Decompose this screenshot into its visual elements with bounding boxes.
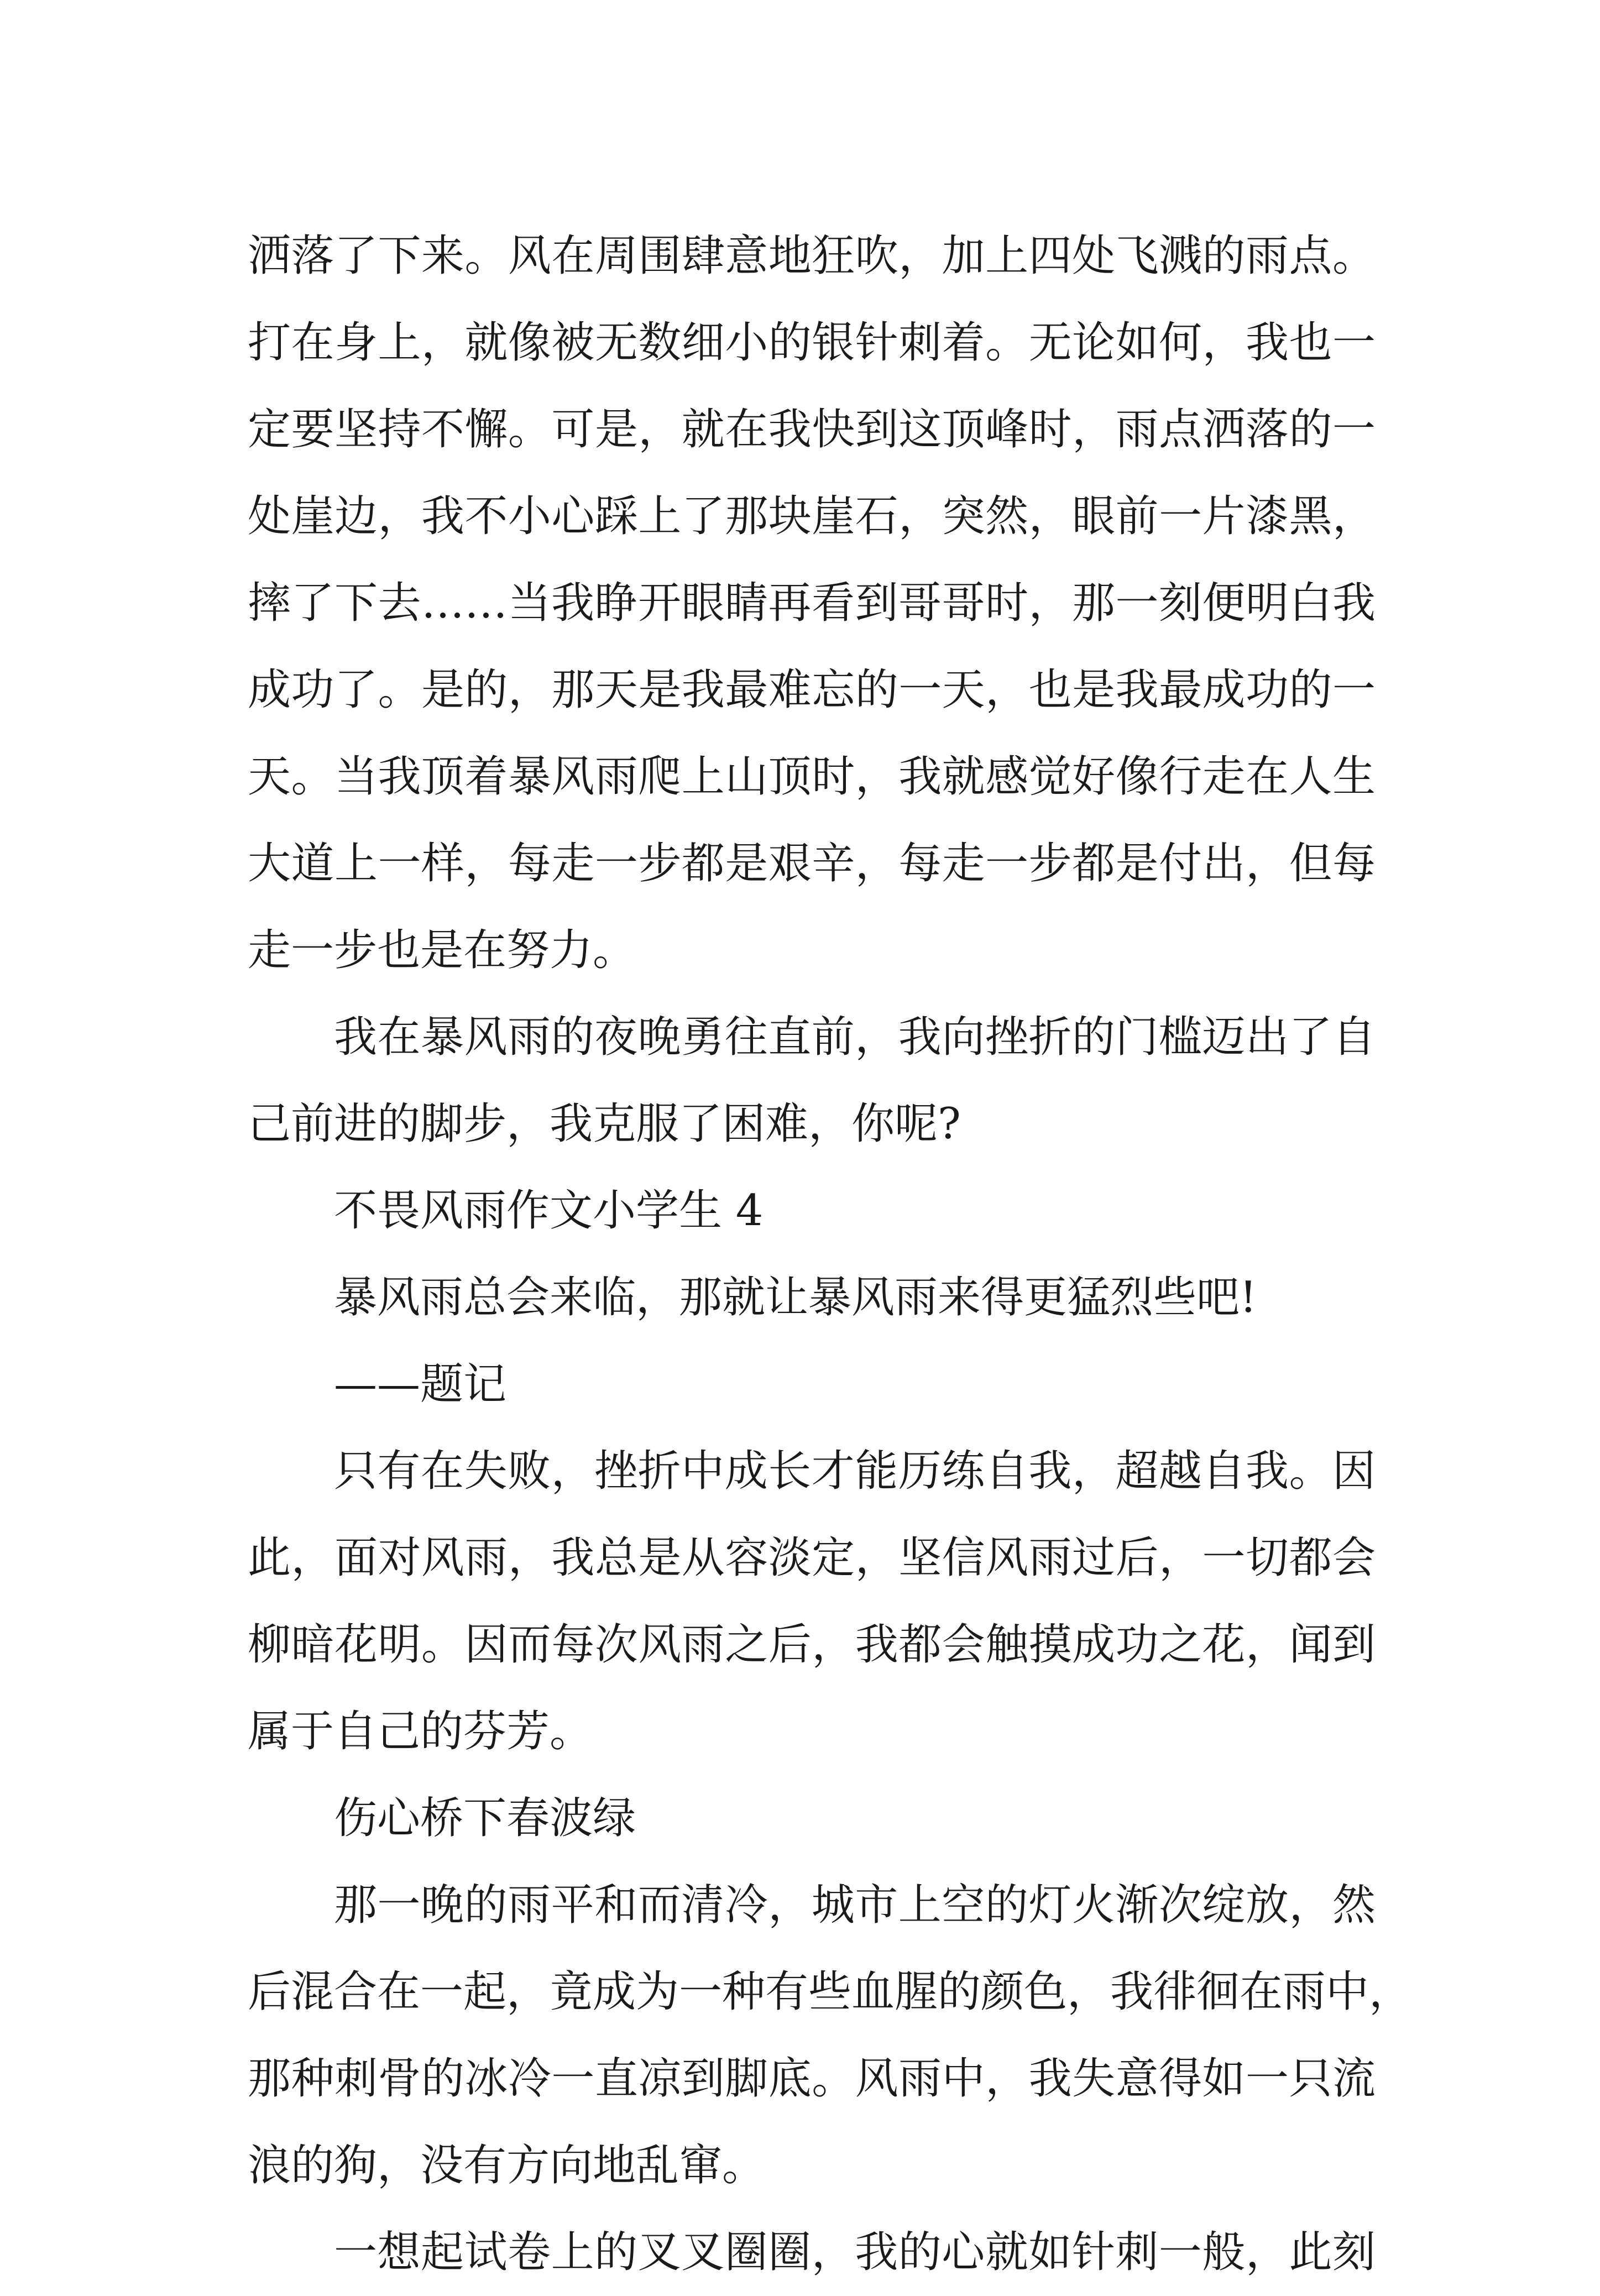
text-line: 大道上一样，每走一步都是艰辛，每走一步都是付出，但每: [248, 839, 1376, 888]
text-line: 洒落了下来。风在周围肆意地狂吹，加上四处飞溅的雨点。: [248, 231, 1376, 281]
text-line: 处崖边，我不小心踩上了那块崖石，突然，眼前一片漆黑，: [248, 491, 1376, 541]
paragraph: [248, 2209, 1376, 2296]
text-line: 暴风雨总会来临，那就让暴风雨来得更猛烈些吧!: [334, 1273, 1257, 1322]
paragraph: [248, 1428, 1376, 1775]
subheading: [248, 1775, 1376, 1862]
epigraph: [248, 1254, 1376, 1341]
text-line: 走一步也是在努力。: [248, 925, 636, 975]
epigraph-attribution: [248, 1341, 1376, 1428]
section-title: [248, 1168, 1376, 1254]
paragraph: [248, 213, 1376, 994]
paragraph: [248, 994, 1376, 1168]
text-line: 摔了下去……当我睁开眼睛再看到哥哥时，那一刻便明白我: [248, 578, 1376, 628]
text-line: 成功了。是的，那天是我最难忘的一天，也是我最成功的一: [248, 665, 1376, 715]
text-line: 只有在失败，挫折中成长才能历练自我，超越自我。因: [334, 1446, 1376, 1496]
text-line: 己前进的脚步，我克服了困难，你呢?: [248, 1099, 961, 1149]
text-line: 不畏风雨作文小学生 4: [334, 1186, 764, 1236]
text-line: ——题记: [334, 1359, 507, 1409]
text-line: 定要坚持不懈。可是，就在我快到这顶峰时，雨点洒落的一: [248, 405, 1376, 454]
text-line: 那一晚的雨平和而清冷，城市上空的灯火渐次绽放，然: [334, 1880, 1376, 1930]
text-line: 我在暴风雨的夜晚勇往直前，我向挫折的门槛迈出了自: [334, 1012, 1376, 1062]
text-line: 打在身上，就像被无数细小的银针刺着。无论如何，我也一: [248, 318, 1376, 368]
paragraph: [248, 1862, 1413, 2209]
text-line: 一想起试卷上的叉叉圈圈，我的心就如针刺一般，此刻: [334, 2227, 1376, 2277]
document-body: [248, 213, 1413, 2296]
text-line: 属于自己的芬芳。: [248, 1707, 593, 1756]
text-line: 柳暗花明。因而每次风雨之后，我都会触摸成功之花，闻到: [248, 1620, 1376, 1670]
text-line: 浪的狗，没有方向地乱窜。: [248, 2141, 766, 2190]
text-line: 后混合在一起，竟成为一种有些血腥的颜色，我徘徊在雨中，: [248, 1967, 1413, 2017]
text-line: 天。当我顶着暴风雨爬上山顶时，我就感觉好像行走在人生: [248, 752, 1376, 802]
text-line: 此，面对风雨，我总是从容淡定，坚信风雨过后，一切都会: [248, 1533, 1376, 1583]
text-line: 伤心桥下春波绿: [334, 1793, 636, 1843]
text-line: 那种刺骨的冰冷一直凉到脚底。风雨中，我失意得如一只流: [248, 2054, 1376, 2104]
